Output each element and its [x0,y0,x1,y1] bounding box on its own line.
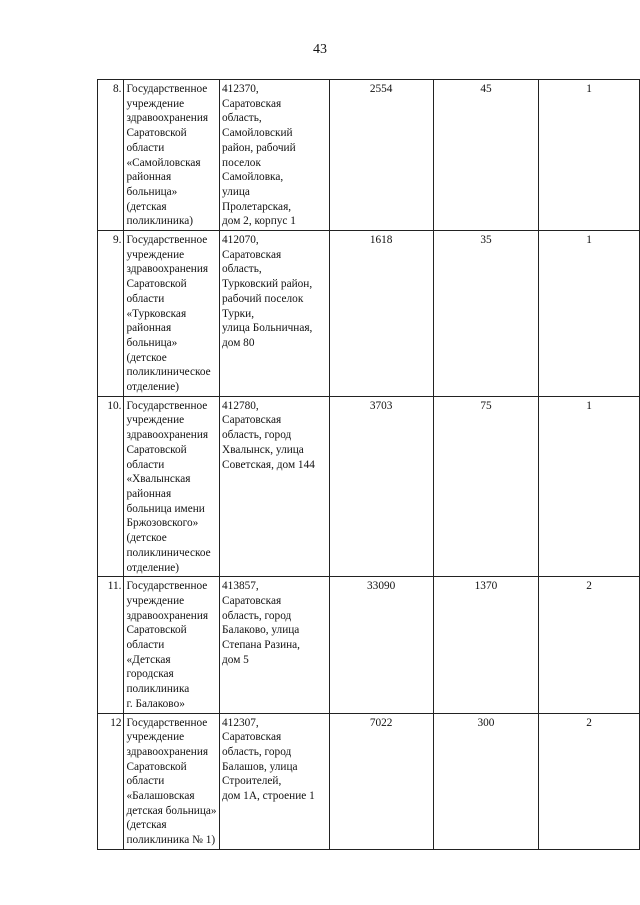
value-column-3: 1 [539,231,640,397]
row-number: 9. [98,231,124,397]
value-column-1: 3703 [329,396,433,576]
institutions-table [97,79,640,850]
page-number: 43 [313,42,327,57]
value-column-3: 2 [539,713,640,849]
value-column-3: 1 [539,396,640,576]
institution-name: Государственное учреждение здравоохранения Саратовской области «Самойловская районная больница» (детская поликлиника) [124,80,220,231]
value-column-1: 7022 [329,713,433,849]
institution-address: 412070, Саратовская область, Турковский район, рабочий поселок Турки, улица Больничная, дом 80 [220,231,330,397]
value-column-3: 2 [539,577,640,713]
institution-name: Государственное учреждение здравоохранения Саратовской области «Балашовская детская больница» (детская поликлиника № 1) [124,713,220,849]
institution-name: Государственное учреждение здравоохранения Саратовской области «Турковская районная больница» (детское поликлиническое отделение) [124,231,220,397]
institution-address: 412370, Саратовская область, Самойловский район, рабочий поселок Самойловка, улица Пролетарская, дом 2, корпус 1 [220,80,330,231]
row-number: 11. [98,577,124,713]
value-column-2: 75 [433,396,539,576]
table-row [98,577,640,713]
table-row [98,231,640,397]
value-column-2: 45 [433,80,539,231]
table-row [98,396,640,576]
value-column-2: 300 [433,713,539,849]
value-column-1: 1618 [329,231,433,397]
value-column-2: 35 [433,231,539,397]
institution-address: 412307, Саратовская область, город Балашов, улица Строителей, дом 1А, строение 1 [220,713,330,849]
row-number: 8. [98,80,124,231]
value-column-3: 1 [539,80,640,231]
row-number: 10. [98,396,124,576]
table-row [98,713,640,849]
institution-address: 413857, Саратовская область, город Балаково, улица Степана Разина, дом 5 [220,577,330,713]
institution-address: 412780, Саратовская область, город Хвалынск, улица Советская, дом 144 [220,396,330,576]
institution-name: Государственное учреждение здравоохранения Саратовской области «Детская городская поликлиника г. Балаково» [124,577,220,713]
table-row [98,80,640,231]
row-number: 12 [98,713,124,849]
value-column-2: 1370 [433,577,539,713]
value-column-1: 2554 [329,80,433,231]
value-column-1: 33090 [329,577,433,713]
institution-name: Государственное учреждение здравоохранения Саратовской области «Хвалынская районная больница имени Бржозовского» (детское поликлиническое отделение) [124,396,220,576]
